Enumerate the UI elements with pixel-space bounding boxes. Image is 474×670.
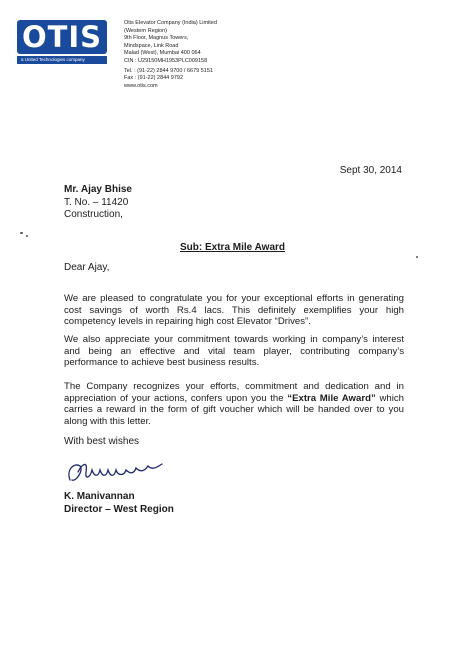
closing-line: With best wishes — [64, 436, 140, 447]
logo-tagline: a United Technologies company — [17, 56, 107, 64]
signatory-block — [64, 490, 174, 516]
recipient-ticket: T. No. – 11420 — [64, 196, 129, 208]
paragraph-congratulations: We are pleased to congratulate you for your exceptional efforts in generating cost savings of worth Rs.4 lacs. This definitely exemplifies your high competency levels in repairing high cost Elevator “Drives”. — [64, 293, 404, 328]
award-text-after: which carries a reward in the form of gift voucher which will be handed over to you along with this letter. — [64, 392, 404, 427]
address-line: 9th Floor, Magnus Towers, — [124, 35, 189, 42]
address-line: (Western Region) — [124, 27, 167, 34]
address-line: www.otis.com — [124, 82, 158, 89]
paragraph-award — [64, 381, 404, 427]
address-line: CIN : U29150MH1953PLC009158 — [124, 57, 208, 64]
company-address — [124, 20, 244, 90]
scan-speck — [26, 235, 28, 237]
signatory-name: K. Manivannan — [64, 491, 135, 502]
address-line: Mindspace, Link Road — [124, 42, 179, 49]
recipient-department: Construction, — [64, 209, 123, 221]
address-line: Otis Elevator Company (India) Limited — [124, 20, 217, 26]
recipient-name: Mr. Ajay Bhise — [64, 184, 132, 195]
subject-line: Sub: Extra Mile Award — [180, 242, 286, 253]
handwritten-signature — [64, 452, 174, 490]
letter-date: Sept 30, 2014 — [339, 165, 402, 176]
scan-speck — [416, 256, 418, 258]
salutation: Dear Ajay, — [64, 262, 110, 273]
logo-wordmark: OTIS — [17, 20, 107, 54]
scan-speck — [20, 232, 23, 234]
address-line: Malad (West), Mumbai 400 064 — [124, 50, 201, 57]
award-text-before: The Company recognizes your efforts, commitment and dedication and in appreciation of your actions, confers upon you the — [64, 381, 404, 404]
address-line: Tel. : (91-22) 2844 9700 / 6679 5151 — [124, 67, 213, 74]
award-name: “Extra Mile Award” — [287, 392, 376, 404]
otis-logo — [17, 20, 107, 64]
signatory-title: Director – West Region — [64, 504, 174, 515]
recipient-block — [64, 184, 132, 222]
paragraph-appreciation: We also appreciate your commitment towards working in company’s interest and being an effective and vital team player, contributing company’s performance to achieve best business results. — [64, 334, 404, 369]
address-line: Fax : (91-22) 2844 9792 — [124, 75, 184, 82]
